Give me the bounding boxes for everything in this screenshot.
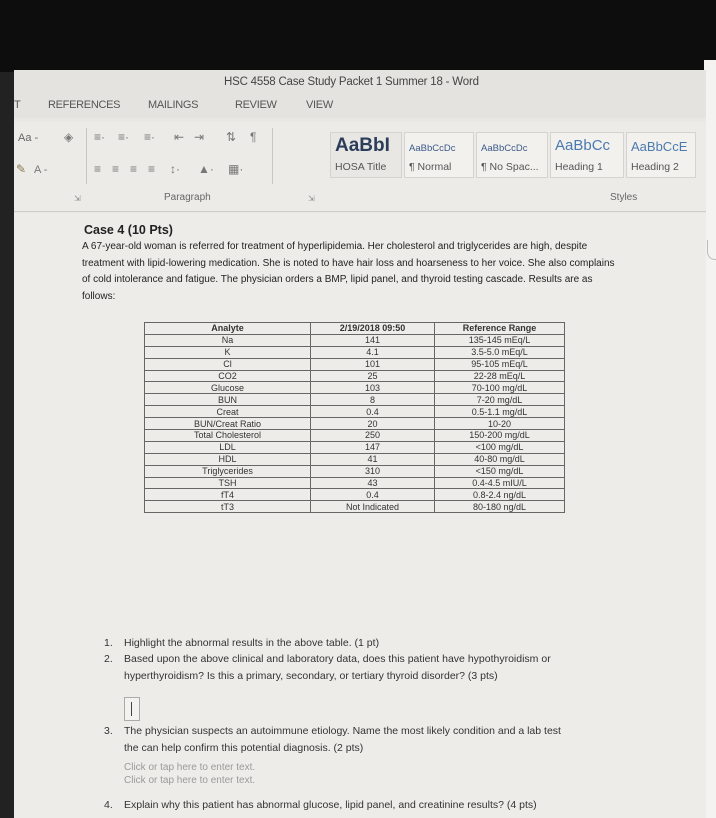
- analyte-cell[interactable]: HDL: [145, 453, 311, 465]
- divider: [272, 128, 273, 184]
- result-cell[interactable]: 41: [311, 453, 435, 465]
- reference-range-cell[interactable]: 0.5-1.1 mg/dL: [435, 406, 565, 418]
- case-heading: Case 4 (10 Pts): [84, 223, 173, 237]
- style-sample: AaBbCc: [555, 137, 611, 154]
- tab-references[interactable]: REFERENCES: [48, 99, 121, 111]
- font-color-button[interactable]: A -: [34, 164, 48, 176]
- analyte-cell[interactable]: LDL: [145, 441, 311, 453]
- reference-range-cell[interactable]: 95-105 mEq/L: [435, 358, 565, 370]
- question-number: 3.: [104, 725, 113, 737]
- tab-view[interactable]: VIEW: [306, 99, 333, 111]
- result-cell[interactable]: 103: [311, 382, 435, 394]
- result-cell[interactable]: 250: [311, 430, 435, 442]
- reference-range-cell[interactable]: 0.8-2.4 ng/dL: [435, 489, 565, 501]
- reference-range-cell[interactable]: 80-180 ng/dL: [435, 501, 565, 513]
- style-no-spacing[interactable]: [476, 132, 548, 178]
- analyte-cell[interactable]: K: [145, 346, 311, 358]
- increase-indent-icon[interactable]: ⇥: [194, 130, 205, 144]
- table-row: [145, 465, 565, 477]
- tab-mailings[interactable]: MAILINGS: [148, 99, 199, 111]
- dark-bezel: [0, 0, 716, 72]
- numbering-icon[interactable]: ≡·: [118, 130, 129, 144]
- question-text: hyperthyroidism? Is this a primary, secondary, or tertiary thyroid disorder? (3 pts): [124, 670, 498, 682]
- table-row: [145, 358, 565, 370]
- table-row: [145, 477, 565, 489]
- styles-group-label: Styles: [610, 192, 638, 203]
- table-header-row: [145, 323, 565, 335]
- style-name: ¶ No Spac...: [481, 161, 539, 173]
- divider: [86, 128, 87, 184]
- style-name: ¶ Normal: [409, 161, 452, 173]
- align-left-icon[interactable]: ≡: [94, 162, 102, 176]
- reference-range-cell[interactable]: 135-145 mEq/L: [435, 334, 565, 346]
- table-row: [145, 489, 565, 501]
- analyte-cell[interactable]: Glucose: [145, 382, 311, 394]
- style-name: HOSA Title: [335, 161, 387, 173]
- answer-field-question-2[interactable]: [124, 697, 140, 721]
- table-row: [145, 370, 565, 382]
- analyte-cell[interactable]: BUN: [145, 394, 311, 406]
- analyte-cell[interactable]: Triglycerides: [145, 465, 311, 477]
- reference-range-cell[interactable]: <100 mg/dL: [435, 441, 565, 453]
- result-cell[interactable]: 4.1: [311, 346, 435, 358]
- analyte-cell[interactable]: fT4: [145, 489, 311, 501]
- analyte-cell[interactable]: BUN/Creat Ratio: [145, 418, 311, 430]
- table-row: [145, 406, 565, 418]
- style-heading-1[interactable]: [550, 132, 624, 178]
- reference-range-cell[interactable]: 0.4-4.5 mIU/L: [435, 477, 565, 489]
- reference-range-cell[interactable]: 10-20: [435, 418, 565, 430]
- question-number: 2.: [104, 653, 113, 665]
- borders-icon[interactable]: ▦·: [228, 162, 244, 176]
- question-text: The physician suspects an autoimmune etiology. Name the most likely condition and a lab test: [124, 725, 561, 737]
- table-row: [145, 382, 565, 394]
- result-cell[interactable]: Not Indicated: [311, 501, 435, 513]
- tab-review[interactable]: REVIEW: [235, 99, 277, 111]
- style-sample: AaBbCcDc: [409, 143, 456, 154]
- table-row: [145, 346, 565, 358]
- result-cell[interactable]: 8: [311, 394, 435, 406]
- document-page[interactable]: [76, 213, 676, 818]
- analyte-cell[interactable]: Na: [145, 334, 311, 346]
- style-sample: AaBbCcE: [631, 139, 688, 154]
- right-edge-corner: [707, 240, 716, 260]
- reference-range-cell[interactable]: 7-20 mg/dL: [435, 394, 565, 406]
- table-header-cell[interactable]: 2/19/2018 09:50: [311, 323, 435, 335]
- analyte-cell[interactable]: CO2: [145, 370, 311, 382]
- question-number: 4.: [104, 799, 113, 811]
- table-row: [145, 453, 565, 465]
- change-case-button[interactable]: Aa -: [18, 132, 39, 144]
- question-text: Explain why this patient has abnormal glucose, lipid panel, and creatinine results? (4 pts): [124, 799, 537, 811]
- title-bar: [14, 70, 706, 96]
- table-row: [145, 418, 565, 430]
- tab-cut-off[interactable]: T: [14, 99, 21, 111]
- highlight-icon[interactable]: ✎: [16, 162, 27, 176]
- result-cell[interactable]: 147: [311, 441, 435, 453]
- line-spacing-icon[interactable]: ↕·: [170, 162, 180, 176]
- font-dialog-launcher-icon[interactable]: ⇲: [74, 194, 81, 203]
- question-text: Based upon the above clinical and laboratory data, does this patient have hypothyroidism or: [124, 653, 551, 665]
- ribbon-tabs: [14, 96, 706, 118]
- align-center-icon[interactable]: ≡: [112, 162, 120, 176]
- question-text: Highlight the abnormal results in the above table. (1 pt): [124, 637, 380, 649]
- table-row: [145, 501, 565, 513]
- analyte-cell[interactable]: Creat: [145, 406, 311, 418]
- table-header-cell[interactable]: Analyte: [145, 323, 311, 335]
- table-row: [145, 334, 565, 346]
- multilevel-list-icon[interactable]: ≡·: [144, 130, 155, 144]
- analyte-cell[interactable]: Cl: [145, 358, 311, 370]
- answer-field-question-4[interactable]: Click or tap here to enter text.: [124, 762, 256, 773]
- reference-range-cell[interactable]: 3.5-5.0 mEq/L: [435, 346, 565, 358]
- reference-range-cell[interactable]: 150-200 mg/dL: [435, 430, 565, 442]
- clear-formatting-icon[interactable]: ◈: [64, 130, 74, 144]
- result-cell[interactable]: 141: [311, 334, 435, 346]
- table-header-cell[interactable]: Reference Range: [435, 323, 565, 335]
- show-formatting-icon[interactable]: ¶: [250, 130, 257, 144]
- result-cell[interactable]: 25: [311, 370, 435, 382]
- result-cell[interactable]: 0.4: [311, 406, 435, 418]
- case-paragraph: A 67-year-old woman is referred for treatment of hyperlipidemia. Her cholesterol and triglycerides are high, despite treatment with lipid-lowering medication. She is noted to have hair loss and hoarseness to her voice. She also complains of cold intolerance and fatigue. The physician orders a BMP, lipid panel, and thyroid testing cascade. Results are as follows:: [82, 241, 615, 302]
- align-right-icon[interactable]: ≡: [130, 162, 138, 176]
- result-cell[interactable]: 310: [311, 465, 435, 477]
- analyte-cell[interactable]: tT3: [145, 501, 311, 513]
- result-cell[interactable]: 20: [311, 418, 435, 430]
- style-name: Heading 2: [631, 161, 679, 173]
- question-number: 1.: [104, 637, 113, 649]
- ribbon: [14, 122, 706, 212]
- reference-range-cell[interactable]: 22-28 mEq/L: [435, 370, 565, 382]
- decrease-indent-icon[interactable]: ⇤: [174, 130, 185, 144]
- analyte-cell[interactable]: TSH: [145, 477, 311, 489]
- bullets-icon[interactable]: ≡·: [94, 130, 105, 144]
- justify-icon[interactable]: ≡: [148, 162, 156, 176]
- question-text: the can help confirm this potential diagnosis. (2 pts): [124, 742, 364, 754]
- style-heading-2[interactable]: [626, 132, 696, 178]
- style-sample: AaBbCcDc: [481, 143, 528, 154]
- table-row: [145, 394, 565, 406]
- reference-range-cell[interactable]: <150 mg/dL: [435, 465, 565, 477]
- result-cell[interactable]: 43: [311, 477, 435, 489]
- analyte-cell[interactable]: Total Cholesterol: [145, 430, 311, 442]
- sort-icon[interactable]: ⇅: [226, 130, 237, 144]
- reference-range-cell[interactable]: 70-100 mg/dL: [435, 382, 565, 394]
- word-window: [14, 70, 706, 818]
- style-sample: AaBbI: [335, 135, 390, 156]
- answer-field-question-3[interactable]: Click or tap here to enter text.: [124, 775, 256, 786]
- table-row: [145, 430, 565, 442]
- table-row: [145, 441, 565, 453]
- style-normal[interactable]: [404, 132, 474, 178]
- document-area: [14, 213, 706, 818]
- shading-icon[interactable]: ▲·: [198, 162, 214, 176]
- text-cursor: [131, 702, 132, 716]
- lab-results-table: [144, 322, 565, 513]
- paragraph-group-label: Paragraph: [164, 192, 211, 203]
- result-cell[interactable]: 0.4: [311, 489, 435, 501]
- style-name: Heading 1: [555, 161, 603, 173]
- result-cell[interactable]: 101: [311, 358, 435, 370]
- window-title: HSC 4558 Case Study Packet 1 Summer 18 - Word: [224, 76, 479, 88]
- reference-range-cell[interactable]: 40-80 mg/dL: [435, 453, 565, 465]
- paragraph-dialog-launcher-icon[interactable]: ⇲: [308, 194, 315, 203]
- style-hosa-title[interactable]: [330, 132, 402, 178]
